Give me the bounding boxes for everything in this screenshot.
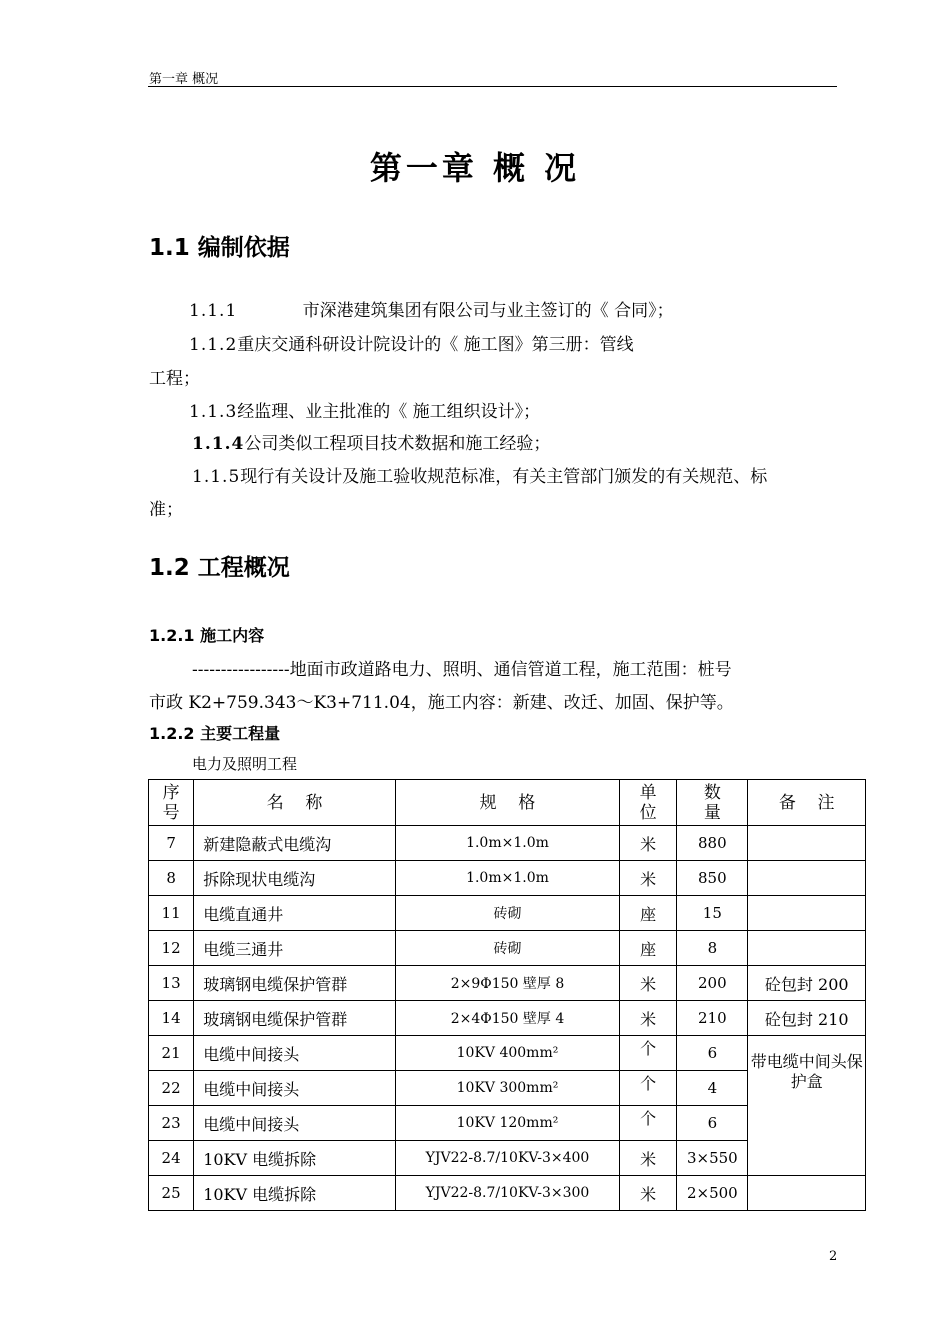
- cell-spec: 10KV 120mm²: [396, 1106, 620, 1141]
- item-text: 经监理、业主批准的《 施工组织设计》；: [237, 402, 541, 422]
- item-text: 现行有关设计及施工验收规范标准，有关主管部门颁发的有关规范、标: [240, 467, 768, 487]
- cell-remark-merged: 带电缆中间头保护盒: [748, 1036, 866, 1176]
- running-header: 第一章 概况: [149, 72, 219, 87]
- cell-remark: 砼包封 200: [748, 966, 866, 1001]
- cell-spec: YJV22-8.7/10KV-3×300: [396, 1176, 620, 1211]
- cell-name: 电缆中间接头: [194, 1106, 396, 1141]
- cell-name: 10KV 电缆拆除: [194, 1176, 396, 1211]
- header-qty: 数量: [677, 780, 748, 826]
- cell-spec: 砖砌: [396, 896, 620, 931]
- cell-seq: 12: [149, 931, 194, 966]
- cell-unit: 米: [619, 1001, 676, 1036]
- table-row: [149, 966, 866, 1001]
- cell-unit: 米: [619, 1176, 676, 1211]
- table-row: [149, 826, 866, 861]
- item-number: 1.1.5: [192, 467, 241, 487]
- header-spec: 规 格: [396, 780, 620, 826]
- cell-qty: 2×500: [677, 1176, 748, 1211]
- item-text: 重庆交通科研设计院设计的《 施工图》第三册：管线: [237, 335, 634, 355]
- cell-spec: 2×4Φ150 壁厚 4: [396, 1001, 620, 1036]
- cell-qty: 6: [677, 1036, 748, 1071]
- cell-spec: 1.0m×1.0m: [396, 861, 620, 896]
- quantity-table: [148, 779, 866, 1211]
- cell-spec: 10KV 300mm²: [396, 1071, 620, 1106]
- table-caption: 电力及照明工程: [192, 755, 298, 773]
- cell-qty: 880: [677, 826, 748, 861]
- cell-spec: 1.0m×1.0m: [396, 826, 620, 861]
- table-row: [149, 861, 866, 896]
- basis-item-1: [189, 296, 674, 321]
- cell-seq: 7: [149, 826, 194, 861]
- scope-paragraph-line-1: -----------------地面市政道路电力、照明、通信管道工程，施工范围：桩号: [192, 660, 732, 680]
- cell-name: 玻璃钢电缆保护管群: [194, 966, 396, 1001]
- item-number: 1.1.1: [189, 301, 238, 321]
- cell-seq: 11: [149, 896, 194, 931]
- cell-spec: 10KV 400mm²: [396, 1036, 620, 1071]
- cell-seq: 23: [149, 1106, 194, 1141]
- cell-spec: 2×9Φ150 壁厚 8: [396, 966, 620, 1001]
- cell-name: 电缆中间接头: [194, 1071, 396, 1106]
- section-heading-1-2: 1.2 工程概况: [149, 555, 290, 581]
- cell-seq: 22: [149, 1071, 194, 1106]
- cell-name: 电缆直通井: [194, 896, 396, 931]
- cell-unit: 米: [619, 1141, 676, 1176]
- cell-name: 10KV 电缆拆除: [194, 1141, 396, 1176]
- cell-unit: 个: [619, 1106, 676, 1141]
- chapter-title: 第一章 概 况: [369, 149, 581, 187]
- cell-name: 电缆中间接头: [194, 1036, 396, 1071]
- cell-remark: [748, 1176, 866, 1211]
- header-seq: 序号: [149, 780, 194, 826]
- cell-name: 玻璃钢电缆保护管群: [194, 1001, 396, 1036]
- scope-paragraph-line-2: 市政 K2+759.343～K3+711.04，施工内容：新建、改迁、加固、保护等。: [149, 693, 734, 713]
- item-number: 1.1.4: [192, 434, 245, 454]
- cell-qty: 4: [677, 1071, 748, 1106]
- cell-name: 新建隐蔽式电缆沟: [194, 826, 396, 861]
- cell-spec: 砖砌: [396, 931, 620, 966]
- item-text: 公司类似工程项目技术数据和施工经验；: [244, 434, 551, 454]
- cell-remark: [748, 896, 866, 931]
- header-divider: [148, 86, 837, 87]
- basis-item-3: [189, 397, 540, 422]
- cell-unit: 米: [619, 861, 676, 896]
- subsection-heading-1-2-1: 1.2.1 施工内容: [149, 626, 265, 645]
- cell-unit: 米: [619, 966, 676, 1001]
- cell-spec: YJV22-8.7/10KV-3×400: [396, 1141, 620, 1176]
- table-row: [149, 896, 866, 931]
- table-row: [149, 1176, 866, 1211]
- header-remark: 备 注: [748, 780, 866, 826]
- basis-item-4: [192, 429, 550, 454]
- cell-seq: 8: [149, 861, 194, 896]
- basis-item-2-cont: 工程；: [149, 369, 200, 389]
- table-row: [149, 1001, 866, 1036]
- cell-remark: [748, 931, 866, 966]
- cell-unit: 座: [619, 896, 676, 931]
- cell-qty: 6: [677, 1106, 748, 1141]
- cell-seq: 25: [149, 1176, 194, 1211]
- page-number: 2: [829, 1249, 838, 1264]
- table-header-row: [149, 780, 866, 826]
- cell-qty: 8: [677, 931, 748, 966]
- cell-qty: 200: [677, 966, 748, 1001]
- section-heading-1-1: 1.1 编制依据: [149, 235, 290, 261]
- cell-qty: 210: [677, 1001, 748, 1036]
- cell-qty: 15: [677, 896, 748, 931]
- cell-seq: 21: [149, 1036, 194, 1071]
- cell-remark: [748, 861, 866, 896]
- header-name: 名 称: [194, 780, 396, 826]
- cell-unit: 个: [619, 1071, 676, 1106]
- cell-name: 电缆三通井: [194, 931, 396, 966]
- cell-qty: 3×550: [677, 1141, 748, 1176]
- cell-seq: 14: [149, 1001, 194, 1036]
- item-text: 市深港建筑集团有限公司与业主签订的《 合同》；: [302, 301, 674, 321]
- cell-unit: 座: [619, 931, 676, 966]
- cell-qty: 850: [677, 861, 748, 896]
- basis-item-5: [192, 462, 767, 487]
- basis-item-2: [189, 330, 634, 355]
- cell-unit: 个: [619, 1036, 676, 1071]
- cell-remark: 砼包封 210: [748, 1001, 866, 1036]
- cell-remark: [748, 826, 866, 861]
- basis-item-5-cont: 准；: [149, 500, 183, 520]
- cell-seq: 24: [149, 1141, 194, 1176]
- item-number: 1.1.2: [189, 335, 238, 355]
- table-row: [149, 931, 866, 966]
- cell-name: 拆除现状电缆沟: [194, 861, 396, 896]
- subsection-heading-1-2-2: 1.2.2 主要工程量: [149, 724, 281, 743]
- header-unit: 单位: [619, 780, 676, 826]
- cell-seq: 13: [149, 966, 194, 1001]
- cell-unit: 米: [619, 826, 676, 861]
- table-row: [149, 1036, 866, 1071]
- item-number: 1.1.3: [189, 402, 238, 422]
